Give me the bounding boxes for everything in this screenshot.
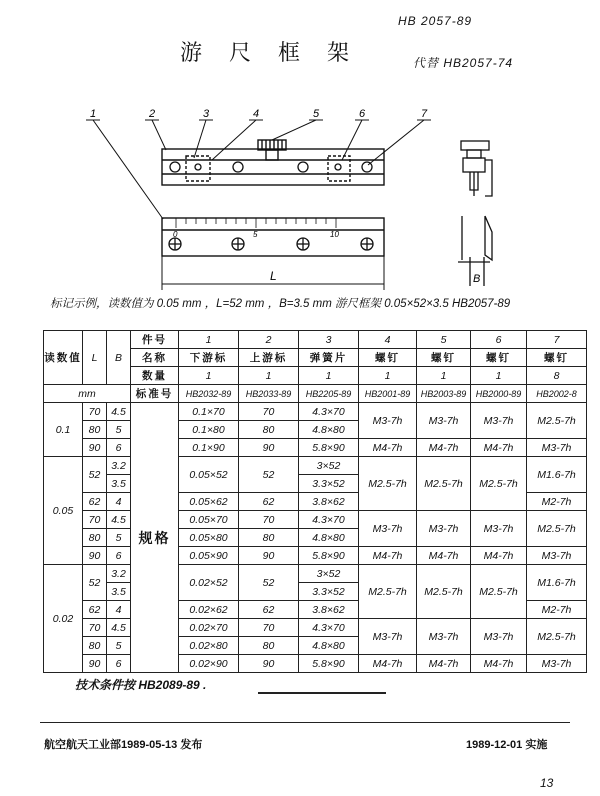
- marking-example: 标记示例，读数值为 0.05 mm ，L=52 mm ，B=3.5 mm 游尺框架 0.05×52×3.5 HB2057-89: [50, 298, 511, 310]
- cell-part5: M2.5-7h: [417, 565, 471, 619]
- reading-value: 0.05: [44, 457, 83, 565]
- cell-part2: 90: [239, 547, 299, 565]
- cell-L: 80: [83, 421, 107, 439]
- cell-part3: 4.8×80: [299, 637, 359, 655]
- cell-part2: 52: [239, 565, 299, 601]
- cell-part2: 80: [239, 421, 299, 439]
- part-name: 螺钉: [359, 349, 417, 367]
- part-std: HB2002-8: [527, 385, 587, 403]
- cell-part6: M3-7h: [471, 619, 527, 655]
- cell-L: 62: [83, 601, 107, 619]
- part-no: 4: [359, 331, 417, 349]
- part-std: HB2003-89: [417, 385, 471, 403]
- reading-value: 0.1: [44, 403, 83, 457]
- cell-B: 6: [107, 547, 131, 565]
- cell-part6: M2.5-7h: [471, 457, 527, 511]
- part-std: HB2205-89: [299, 385, 359, 403]
- cell-part2: 62: [239, 601, 299, 619]
- cell-B: 3.5: [107, 583, 131, 601]
- part-no: 1: [179, 331, 239, 349]
- cell-B: 6: [107, 439, 131, 457]
- part-no: 5: [417, 331, 471, 349]
- page-title: 游 尺 框 架: [180, 41, 359, 66]
- cell-part2: 80: [239, 529, 299, 547]
- part-no: 2: [239, 331, 299, 349]
- cell-part5: M4-7h: [417, 655, 471, 673]
- cell-part1: 0.02×90: [179, 655, 239, 673]
- cell-part7: M2.5-7h: [527, 511, 587, 547]
- screw-hole: [335, 164, 341, 170]
- cell-part1: 0.02×70: [179, 619, 239, 637]
- side-view: [458, 141, 492, 286]
- scale-mark-5: 5: [253, 230, 258, 239]
- cell-part4: M3-7h: [359, 403, 417, 439]
- cell-part2: 62: [239, 493, 299, 511]
- callout-2: 2: [149, 108, 156, 120]
- cell-part3: 4.8×80: [299, 529, 359, 547]
- callout-1: 1: [90, 108, 97, 120]
- cell-part7: M3-7h: [527, 439, 587, 457]
- part-name: 弹簧片: [299, 349, 359, 367]
- cell-part3: 3×52: [299, 457, 359, 475]
- screw-hole: [233, 162, 243, 172]
- cell-part3: 5.8×90: [299, 547, 359, 565]
- part-qty: 1: [239, 367, 299, 385]
- cell-part1: 0.05×90: [179, 547, 239, 565]
- cell-part4: M4-7h: [359, 439, 417, 457]
- part-name: 螺钉: [417, 349, 471, 367]
- col-L-header: L: [83, 331, 107, 385]
- cell-part7: M2-7h: [527, 493, 587, 511]
- cell-part3: 3.8×62: [299, 493, 359, 511]
- reading-value: 0.02: [44, 565, 83, 673]
- part-qty: 1: [299, 367, 359, 385]
- cell-part1: 0.02×52: [179, 565, 239, 601]
- spec-table: [43, 330, 587, 673]
- cell-part1: 0.1×80: [179, 421, 239, 439]
- technical-conditions: 技术条件按 HB2089-89 .: [75, 678, 207, 692]
- cell-part3: 3.3×52: [299, 583, 359, 601]
- cell-part4: M4-7h: [359, 547, 417, 565]
- part-qty: 1: [179, 367, 239, 385]
- cell-L: 90: [83, 655, 107, 673]
- footer-rule: [40, 722, 570, 723]
- cell-part1: 0.05×52: [179, 457, 239, 493]
- divider: [258, 692, 386, 694]
- part-name: 上游标: [239, 349, 299, 367]
- cell-part1: 0.05×62: [179, 493, 239, 511]
- row-label-name: 名称: [131, 349, 179, 367]
- cell-part5: M3-7h: [417, 619, 471, 655]
- screw-hole: [195, 164, 201, 170]
- cell-part6: M3-7h: [471, 511, 527, 547]
- cell-part1: 0.05×80: [179, 529, 239, 547]
- cell-part3: 3.8×62: [299, 601, 359, 619]
- part-qty: 8: [527, 367, 587, 385]
- screw-hole: [298, 162, 308, 172]
- cell-L: 52: [83, 457, 107, 493]
- cell-part7: M1.6-7h: [527, 565, 587, 601]
- cell-L: 70: [83, 403, 107, 421]
- spec-label: 规格: [131, 403, 179, 673]
- part-no: 7: [527, 331, 587, 349]
- replaces-standard: 代替 HB2057-74: [413, 56, 514, 70]
- page-number: 13: [540, 776, 554, 790]
- part-no: 6: [471, 331, 527, 349]
- col-B-header: B: [107, 331, 131, 385]
- cell-part1: 0.02×80: [179, 637, 239, 655]
- scale-mark-10: 10: [330, 230, 339, 239]
- row-label-qty: 数量: [131, 367, 179, 385]
- cell-part3: 3×52: [299, 565, 359, 583]
- part-name: 螺钉: [527, 349, 587, 367]
- callout-7: 7: [421, 108, 428, 120]
- dimension-L: L: [270, 269, 277, 283]
- part-std: HB2032-89: [179, 385, 239, 403]
- cell-part6: M2.5-7h: [471, 565, 527, 619]
- part-no: 3: [299, 331, 359, 349]
- cell-part3: 4.3×70: [299, 619, 359, 637]
- callout-4: 4: [253, 108, 260, 120]
- cell-part2: 52: [239, 457, 299, 493]
- part-name: 螺钉: [471, 349, 527, 367]
- cell-B: 4: [107, 493, 131, 511]
- cell-B: 4: [107, 601, 131, 619]
- implementation-date: 1989-12-01 实施: [466, 739, 548, 751]
- cell-L: 70: [83, 511, 107, 529]
- row-label-std: 标准号: [131, 385, 179, 403]
- cell-part7: M1.6-7h: [527, 457, 587, 493]
- cell-part5: M3-7h: [417, 511, 471, 547]
- cell-part1: 0.1×70: [179, 403, 239, 421]
- cell-B: 3.2: [107, 457, 131, 475]
- part-std: HB2033-89: [239, 385, 299, 403]
- cell-part6: M4-7h: [471, 655, 527, 673]
- screw-hole: [170, 162, 180, 172]
- cell-part4: M4-7h: [359, 655, 417, 673]
- callout-3: 3: [203, 108, 210, 120]
- part-std: HB2000-89: [471, 385, 527, 403]
- cell-part7: M2-7h: [527, 601, 587, 619]
- cell-part1: 0.02×62: [179, 601, 239, 619]
- cell-B: 4.5: [107, 619, 131, 637]
- cell-part6: M3-7h: [471, 403, 527, 439]
- cell-part2: 90: [239, 439, 299, 457]
- cell-part3: 4.3×70: [299, 511, 359, 529]
- cell-part3: 5.8×90: [299, 439, 359, 457]
- cell-part3: 5.8×90: [299, 655, 359, 673]
- cell-B: 3.5: [107, 475, 131, 493]
- cell-L: 70: [83, 619, 107, 637]
- cell-part7: M3-7h: [527, 547, 587, 565]
- cell-part7: M2.5-7h: [527, 403, 587, 439]
- cell-part3: 4.8×80: [299, 421, 359, 439]
- cell-B: 4.5: [107, 403, 131, 421]
- cell-part3: 3.3×52: [299, 475, 359, 493]
- part-qty: 1: [417, 367, 471, 385]
- part-name: 下游标: [179, 349, 239, 367]
- cell-part1: 0.05×70: [179, 511, 239, 529]
- cell-part2: 70: [239, 511, 299, 529]
- scale-mark-0: 0: [173, 230, 178, 239]
- cell-part3: 4.3×70: [299, 403, 359, 421]
- standard-number: HB 2057-89: [398, 14, 473, 28]
- cell-L: 80: [83, 637, 107, 655]
- cell-B: 6: [107, 655, 131, 673]
- cell-L: 52: [83, 565, 107, 601]
- reading-value-header: 读数值: [44, 331, 83, 385]
- cell-part2: 90: [239, 655, 299, 673]
- cell-L: 80: [83, 529, 107, 547]
- cell-part6: M4-7h: [471, 439, 527, 457]
- cell-part7: M2.5-7h: [527, 619, 587, 655]
- lower-vernier-plate: [162, 218, 384, 256]
- cell-part2: 80: [239, 637, 299, 655]
- part-qty: 1: [359, 367, 417, 385]
- dimension-B: B: [473, 273, 481, 285]
- cell-part5: M4-7h: [417, 439, 471, 457]
- cell-part2: 70: [239, 403, 299, 421]
- cell-B: 5: [107, 421, 131, 439]
- cell-part6: M4-7h: [471, 547, 527, 565]
- callout-6: 6: [359, 108, 366, 120]
- cell-part4: M3-7h: [359, 511, 417, 547]
- cell-part4: M3-7h: [359, 619, 417, 655]
- unit-label: mm: [44, 385, 131, 403]
- cell-part5: M4-7h: [417, 547, 471, 565]
- part-std: HB2001-89: [359, 385, 417, 403]
- cell-B: 3.2: [107, 565, 131, 583]
- cell-part7: M3-7h: [527, 655, 587, 673]
- callout-5: 5: [313, 108, 320, 120]
- cell-part1: 0.1×90: [179, 439, 239, 457]
- row-label-part-no: 件号: [131, 331, 179, 349]
- cell-B: 5: [107, 637, 131, 655]
- cell-part5: M2.5-7h: [417, 457, 471, 511]
- cell-L: 62: [83, 493, 107, 511]
- cell-L: 90: [83, 547, 107, 565]
- cell-part2: 70: [239, 619, 299, 637]
- part-qty: 1: [471, 367, 527, 385]
- issuer-date: 航空航天工业部1989-05-13 发布: [44, 739, 203, 751]
- cell-part4: M2.5-7h: [359, 457, 417, 511]
- cell-part4: M2.5-7h: [359, 565, 417, 619]
- cell-L: 90: [83, 439, 107, 457]
- technical-drawing: [0, 0, 600, 300]
- cell-part5: M3-7h: [417, 403, 471, 439]
- cell-B: 4.5: [107, 511, 131, 529]
- cell-B: 5: [107, 529, 131, 547]
